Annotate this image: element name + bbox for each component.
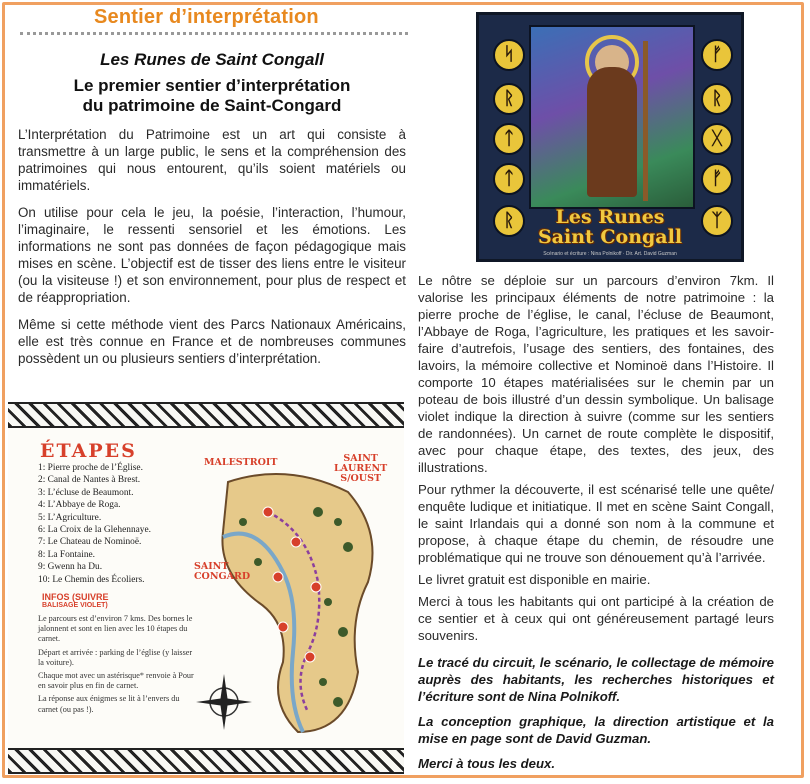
etape-item: 10: Le Chemin des Écoliers. [38, 574, 145, 585]
poster-image [476, 12, 744, 262]
rune-icon: ᚱ [493, 205, 525, 237]
article-title: Les Runes de Saint Congall [100, 50, 324, 69]
celtic-knot-border [8, 748, 404, 774]
place-label-malestroit: MALESTROIT [204, 457, 278, 468]
poster-credit: Scénario et écriture : Nina Polnikoff · Dir. Art. David Guzman [543, 251, 677, 257]
celtic-knot-border [8, 402, 404, 428]
place-label-line: LAURENT [334, 463, 388, 474]
staff-shape [643, 41, 648, 201]
infos-text [38, 614, 200, 718]
etapes-list [38, 462, 208, 586]
paragraph: Le nôtre se déploie sur un parcours d’environ 7km. Il valorise les principaux éléments de notre patrimoine : la pierre proche de l’église, le canal, l’écluse de Beaumont, l’Abbaye de Roga, l’agriculture, les pratiques et les savoir-faire d’autrefois, l’usage des sentiers, des fontaines, des lavoirs, la mémoire collective et Nominoë dans l’Histoire. Il comporte 10 étapes matérialisées sur le chemin par un poteau de bois illustré d’un dessin symbolique. Un balisage violet indique la direction à suivre (comme sur les sentiers de randonnées). Un carnet de route complète le dispositif, avec pour chaque étape, des textes, des jeux, des illustrations. [418, 273, 774, 475]
rune-icon: ᚠ [701, 163, 733, 195]
infos-paragraph: Départ et arrivée : parking de l’église (y laisser la voiture). [38, 647, 193, 667]
etape-item: 2: Canal de Nantes à Brest. [38, 475, 141, 486]
etape-item: 9: Gwenn ha Du. [38, 562, 103, 573]
saint-body-shape [587, 67, 637, 197]
rune-icon: ᛉ [701, 205, 733, 237]
rune-icon: ᚠ [701, 39, 733, 71]
place-label-saint-laurent [334, 454, 387, 484]
section-title: Sentier d’interprétation [94, 6, 319, 28]
place-label-line: S/OUST [340, 473, 382, 484]
rune-icon: ᛋ [493, 39, 525, 71]
etape-item: 8: La Fontaine. [38, 549, 96, 560]
credits-line: Le tracé du circuit, le scénario, le collectage de mémoire auprès des habitants, les recherches historiques et l’écriture sont de Nina Polnikoff. [418, 655, 774, 704]
paragraph: L’Interprétation du Patrimoine est un art qui consiste à transmettre à un large public, le sens et la compréhension des patrimoines qui nous entourent, qu’ils soient matériels ou immatériels. [18, 127, 406, 193]
etape-item: 4: L’Abbaye de Roga. [38, 500, 121, 511]
paragraph: Le livret gratuit est disponible en mairie. [418, 572, 651, 587]
poster-title-line-1: Les Runes [555, 206, 665, 228]
etape-item: 6: La Croix de la Glehennaye. [38, 525, 151, 536]
compass-rose-icon [194, 672, 254, 732]
left-column [18, 50, 406, 377]
rune-icon: ᚷ [701, 123, 733, 155]
infos-paragraph: La réponse aux énigmes se lit à l’envers du carnet (ou pas !). [38, 694, 180, 714]
infos-paragraph: Le parcours est d’environ 7 kms. Des bornes le jalonnent et sont en lien avec les 10 étapes du carnet. [38, 614, 193, 644]
etape-item: 3: L’écluse de Beaumont. [38, 487, 134, 498]
credits-line: La conception graphique, la direction artistique et la mise en page sont de David Guzman. [418, 714, 774, 746]
etapes-title: ÉTAPES [40, 440, 137, 462]
paragraph: Merci à tous les habitants qui ont participé à la création de ce sentier et à ceux qui ont généreusement partagé leurs souvenirs. [418, 594, 774, 643]
credits-line: Merci à tous les deux. [418, 756, 556, 771]
article-subtitle [18, 76, 406, 116]
poster-title [479, 207, 741, 247]
etape-item: 7: Le Chateau de Nominoë. [38, 537, 142, 548]
rune-icon: ᛏ [493, 163, 525, 195]
infos-paragraph: Chaque mot avec un astérisque* renvoie à Pour en savoir plus en fin de carnet. [38, 671, 194, 691]
infos-title: INFOS (SUIVRE [42, 592, 109, 602]
rune-icon: ᛏ [493, 123, 525, 155]
paragraph: Pour rythmer la découverte, il est scénarisé telle une quête/ enquête ludique et initiatique. Il met en scène Saint Congall, le saint Irlandais qui a donné son nom à la commune et propose, à chaque étape du chemin, de résoudre une problématique qui ne trouve son dénouement qu’à l’arrivée. [418, 482, 774, 565]
right-column [418, 272, 774, 780]
place-label-line: SAINT [194, 561, 229, 572]
etape-item: 1: Pierre proche de l’Église. [38, 463, 143, 473]
etape-item: 5: L’Agriculture. [38, 512, 102, 523]
place-label-line: CONGARD [194, 571, 251, 582]
article-subtitle-line-1: Le premier sentier d’interprétation [73, 76, 351, 95]
article-subtitle-line-2: du patrimoine de Saint-Congard [82, 96, 342, 115]
paragraph: Même si cette méthode vient des Parcs Nationaux Américains, elle est très connue en France et de nombreuses communes possèdent un ou plusieurs sentiers d’interprétation. [18, 317, 406, 366]
header-divider [20, 32, 408, 35]
infos-subtitle: BALISAGE VIOLET) [42, 602, 108, 609]
place-label-saint-congard [194, 562, 250, 582]
paragraph: On utilise pour cela le jeu, la poésie, l’interaction, l’humour, l’imaginaire, le ressenti sensoriel et les émotions. Les informations ne sont pas données de façon pédagogique mais mises en scène. L’objectif est de tisser des liens entre le visiteur (ou la visiteuse !) et son environnement, pour plus de respect et de réappropriation. [18, 205, 406, 305]
rune-icon: ᚱ [701, 83, 733, 115]
stained-glass-window [529, 25, 695, 209]
place-label-line: SAINT [343, 453, 378, 464]
rune-icon: ᚱ [493, 83, 525, 115]
trail-map [8, 402, 404, 774]
poster-title-line-2: Saint Congall [537, 226, 683, 248]
